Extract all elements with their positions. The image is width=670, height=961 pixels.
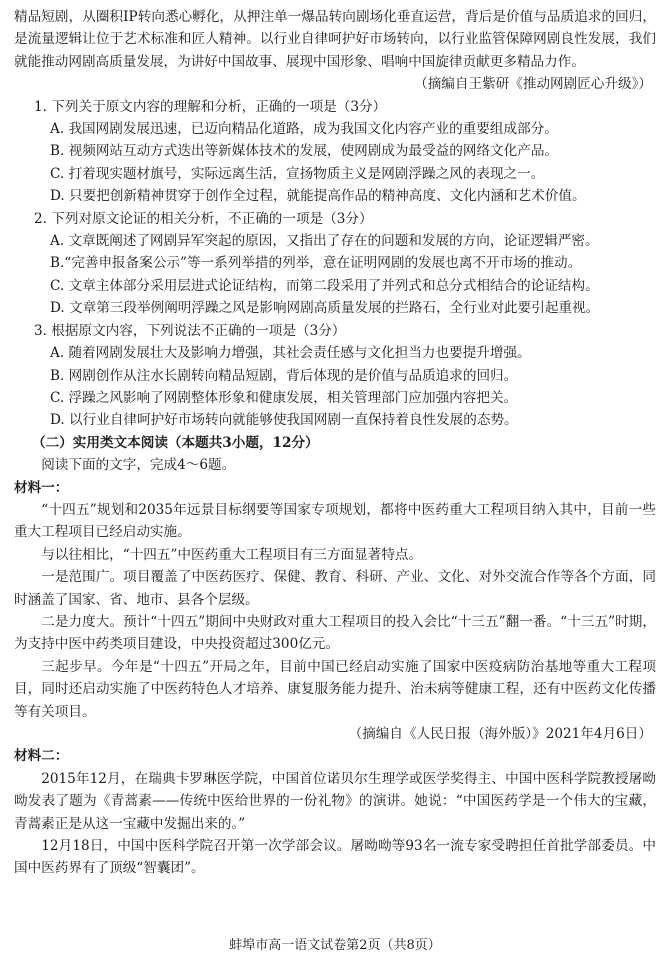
option-b: B. 视频网站互动方式迭出等新媒体技术的发展，使网剧成为最受益的网络文化产品。	[50, 143, 559, 160]
option-c: C. 文章主体部分采用层进式论证结构，而第二段采用了并列式和总分式相结合的论证结构。	[50, 277, 599, 294]
material-paragraph: “十四五”规划和2035年远景目标纲要等国家专项规划，都将中医药重大工程项目纳入其中，目前一些重大工程项目已经启动实施。	[14, 501, 656, 541]
option-a: A. 文章既阐述了网剧异军突起的原因，又指出了存在的问题和发展的方向，论证逻辑严密。	[50, 233, 599, 250]
option-d: D. 以行业自律呵护好市场转向就能够使我国网剧一直保持着良性发展的态势。	[50, 412, 518, 429]
section-instruction: 阅读下面的文字，完成4～6题。	[41, 457, 236, 474]
question-2	[14, 208, 656, 320]
option-b: B. 网剧创作从注水长剧转向精品短剧，背后体现的是价值与品质追求的回归。	[50, 367, 518, 384]
material-2-label: 材料二：	[14, 748, 69, 765]
material-1-label: 材料一：	[14, 479, 69, 496]
material-paragraph: 2015年12月，在瑞典卡罗琳医学院，中国首位诺贝尔生理学或医学奖得主、中国中医科学院教授屠呦呦发表了题为《青蒿素——传统中医给世界的一份礼物》的演讲。她说：“中国医药学是一个伟大的宝藏，青蒿素正是从这一宝藏中发掘出来的。”	[14, 770, 656, 832]
section-heading: （二）实用类文本阅读（本题共3小题，12分）	[32, 434, 319, 451]
material-1-source: （摘编自《人民日报（海外版）》2021年4月6日）	[348, 726, 652, 742]
page-footer: 蚌埠市高一语文试卷第2页（共8页）	[229, 938, 441, 953]
material-paragraph: 三起步早。今年是“十四五”开局之年，目前中国已经启动实施了国家中医疫病防治基地等重大工程项目，同时还启动实施了中医药特色人才培养、康复服务能力提升、治未病等健康工程，还有中医药文化传播等有关项目。	[14, 658, 656, 720]
option-c: C. 浮躁之风影响了网剧整体形象和健康发展，相关管理部门应加强内容把关。	[50, 389, 518, 406]
passage-end-paragraph: 精品短剧，从圈积IP转向悉心孵化，从押注单一爆品转向剧场化垂直运营，背后是价值与品质追求的回归，是流量逻辑让位于艺术标准和匠人精神。以行业自律呵护好市场转向，以行业监管保障网剧良性发展，我们就能推动网剧高质量发展，为讲好中国故事、展现中国形象、唱响中国旋律贡献更多精品力作。	[14, 9, 656, 70]
option-d: D. 文章第三段举例阐明浮躁之风是影响网剧高质量发展的拦路石，全行业对此要引起重视。	[50, 300, 600, 317]
question-3	[14, 320, 656, 432]
option-b: B.“完善申报备案公示”等一系列举措的列举，意在证明网剧的发展也离不开市场的推动。	[50, 255, 582, 272]
material-paragraph: 一是范围广。项目覆盖了中医药医疗、保健、教育、科研、产业、文化、对外交流合作等各个方面，同时涵盖了国家、省、地市、县各个层级。	[14, 569, 656, 608]
option-a: A. 我国网剧发展迅速，已迈向精品化道路，成为我国文化内容产业的重要组成部分。	[50, 121, 558, 138]
material-paragraph: 二是力度大。预计“十四五”期间中央财政对重大工程项目的投入会比“十三五”翻一番。“十三五”时期，为支持中医中药类项目建设，中央投资超过300亿元。	[14, 613, 656, 653]
question-stem: 1. 下列关于原文内容的理解和分析，正确的一项是（3分）	[34, 98, 387, 115]
passage-source: （摘编自王紫研《推动网剧匠心升级》）	[414, 76, 652, 93]
material-paragraph: 12月18日，中国中医科学院召开第一次学部会议。屠呦呦等93名一流专家受聘担任首批学部委员。中国中医药界有了顶级“智囊团”。	[14, 838, 656, 877]
question-stem: 2. 下列对原文论证的相关分析，不正确的一项是（3分）	[34, 210, 373, 227]
question-stem: 3. 根据原文内容，下列说法不正确的一项是（3分）	[34, 322, 346, 339]
option-d: D. 只要把创新精神贯穿于创作全过程，就能提高作品的精神高度、文化内涵和艺术价值。	[50, 188, 586, 205]
material-paragraph: 与以往相比，“十四五”中医药重大工程项目有三方面显著特点。	[41, 546, 423, 563]
question-1	[14, 96, 656, 208]
option-c: C. 打着现实题材旗号，实际远离生活，宣扬物质主义是网剧浮躁之风的表现之一。	[50, 165, 545, 182]
option-a: A. 随着网剧发展壮大及影响力增强，其社会责任感与文化担当力也要提升增强。	[50, 345, 531, 362]
